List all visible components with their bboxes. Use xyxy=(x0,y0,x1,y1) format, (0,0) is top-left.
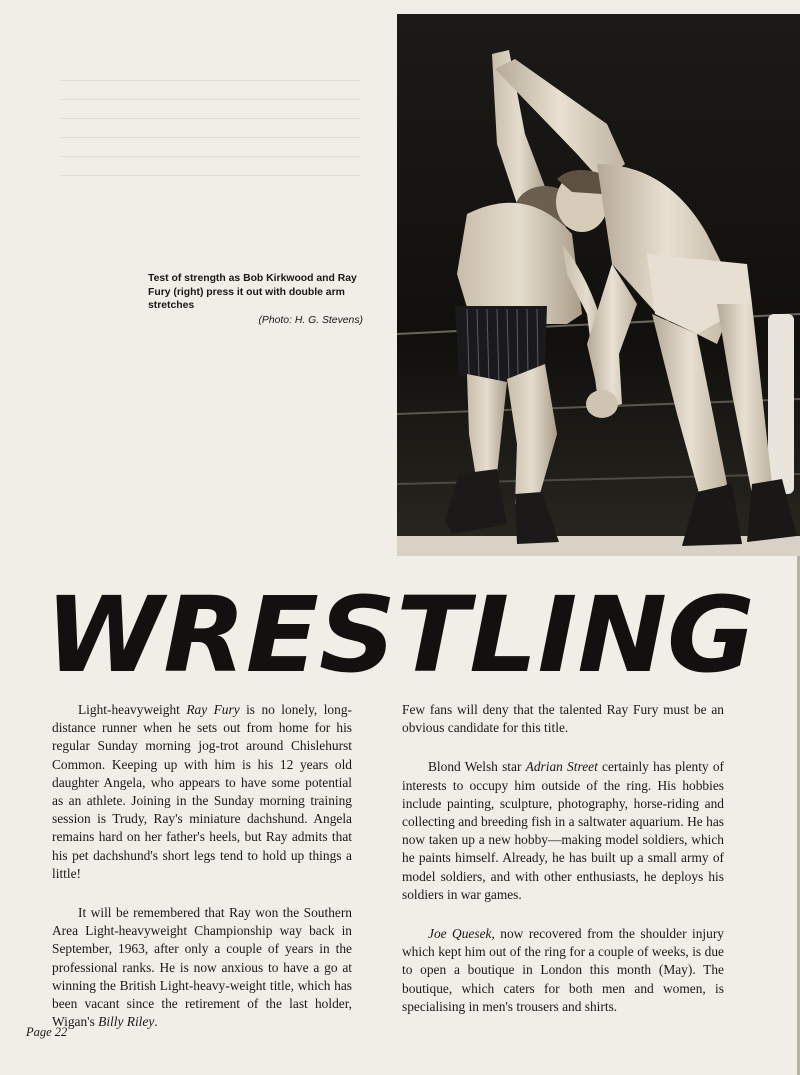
page-number: Page 22 xyxy=(26,1025,68,1039)
paragraph-ray-fury-title xyxy=(52,904,352,1031)
paragraph-text: Light-heavyweight xyxy=(78,702,187,717)
paragraph-ray-fury-running xyxy=(52,701,352,883)
paragraph-candidate: Few fans will deny that the talented Ray Fury must be an obvious candidate for this title. xyxy=(402,702,724,736)
wrestler-name: Adrian Street xyxy=(525,759,598,775)
paragraph-text: is no lonely, long-distance runner when he sets out from home for his regular Sunday morning jog-trot around Chislehurst Common. Keeping up with him is his 12 years old daughter Angela, who appears to have some potential as an athlete. Joining in the Sunday morning training session is Trudy, Ray's miniature dachshund. Angela remains hard on her father's heels, but Ray admits that his pet dachshund's short legs tend to hold up things a little! xyxy=(52,702,352,881)
paragraph-text: It will be remembered that Ray won the Southern Area Light-heavyweight Championship way back in September, 1963, after only a couple of years in the professional ranks. He is now anxious to have a go at winning the British Light-heavy-weight title, which has been vacant since the retirement of the last holder, Wigan's xyxy=(52,905,352,1030)
wrestler-name: Billy Riley xyxy=(98,1014,155,1030)
paragraph-adrian-street xyxy=(402,758,724,904)
photo-caption xyxy=(148,272,363,327)
paragraph-text: Blond Welsh star xyxy=(428,759,526,775)
article-column-right xyxy=(402,701,724,1037)
paragraph-text: certainly has plenty of interests to occupy him outside of the ring. His hobbies include painting, sculpture, photography, horse-riding and collecting and breeding fish in a saltwater aquarium. He has now taken up a new hobby—making model soldiers, which he paints himself. Already, he has built up a small army of model soldiers, and with other enthusiasts, he deploys his soldiers in war games. xyxy=(402,759,724,902)
headline xyxy=(0,578,800,688)
wrestling-photo xyxy=(397,14,800,556)
wrestler-name: Ray Fury xyxy=(186,702,240,717)
wrestler-name: Joe Quesek xyxy=(428,926,492,942)
paragraph-text: , now recovered from the shoulder injury which kept him out of the ring for a couple of weeks, is due to open a boutique in London this month (May). The boutique, which caters for both men and women, is specialising in men's trousers and shirts. xyxy=(402,926,724,1014)
paragraph-joe-quesek xyxy=(402,925,724,1016)
paragraph-text: . xyxy=(154,1014,158,1030)
photo-credit: (Photo: H. G. Stevens) xyxy=(258,314,363,326)
article-column-left xyxy=(52,701,352,1052)
headline-text: WRESTLING xyxy=(45,578,755,688)
caption-text: Test of strength as Bob Kirkwood and Ray Fury (right) press it out with double arm stretches xyxy=(148,273,357,311)
show-through-texture xyxy=(60,70,360,194)
